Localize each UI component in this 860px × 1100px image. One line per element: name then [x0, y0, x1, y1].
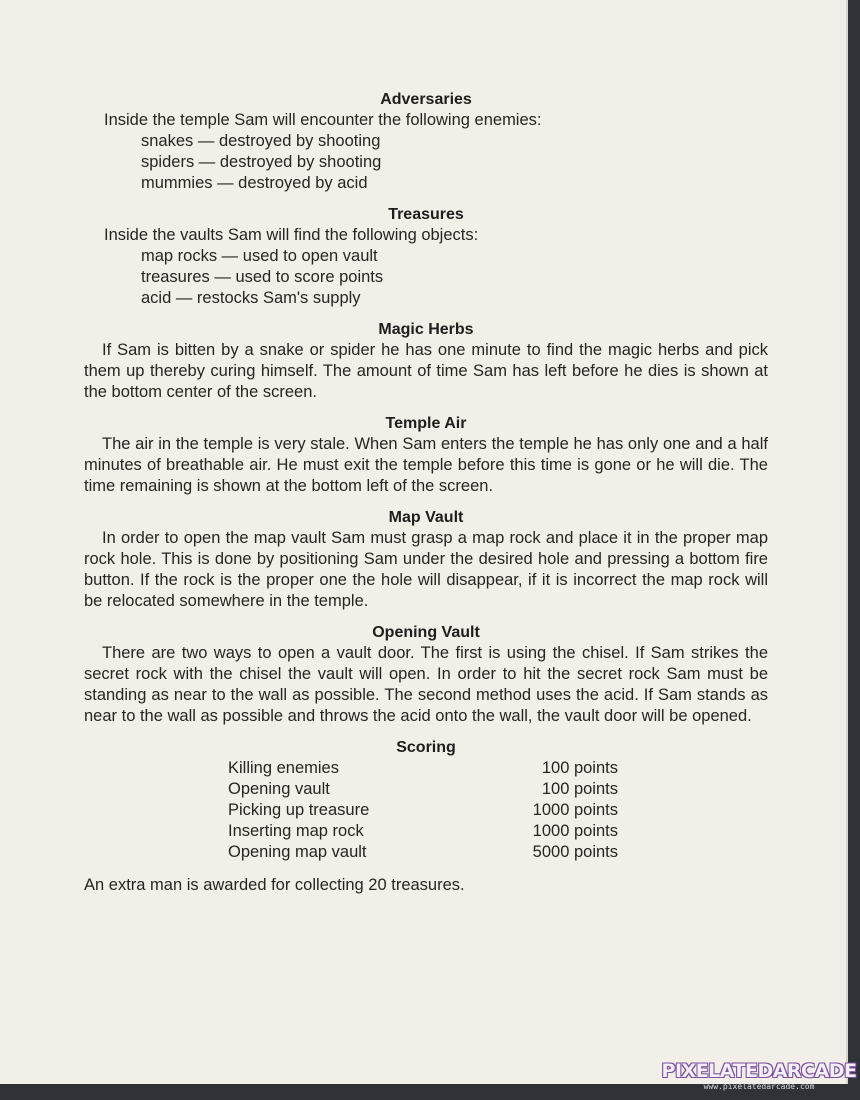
map-vault-heading: Map Vault	[388, 509, 464, 526]
score-action: Opening map vault	[228, 843, 367, 861]
adversary-item: mummies — destroyed by acid	[141, 174, 368, 192]
score-row	[228, 758, 618, 779]
adversaries-heading: Adversaries	[380, 91, 472, 108]
section-temple-air	[84, 414, 768, 497]
score-action: Killing enemies	[228, 759, 339, 777]
score-action: Opening vault	[228, 780, 330, 798]
magic-herbs-text: If Sam is bitten by a snake or spider he has one minute to find the magic herbs and pick them up thereby curing himself. The amount of time Sam has left before he dies is shown at the bottom center of the screen.	[84, 341, 768, 401]
score-points: 100 points	[541, 780, 618, 798]
adversary-item: spiders — destroyed by shooting	[141, 153, 382, 171]
scoring-heading: Scoring	[396, 739, 456, 756]
score-row	[228, 821, 618, 842]
score-points: 1000 points	[532, 801, 618, 819]
watermark-url: www.pixelatedarcade.com	[703, 1082, 815, 1091]
temple-air-text: The air in the temple is very stale. When Sam enters the temple he has only one and a half minutes of breathable air. He must exit the temple before this time is gone or he will die. The time remaining is shown at the bottom left of the screen.	[84, 435, 768, 495]
scoring-table	[228, 758, 618, 863]
score-action: Picking up treasure	[228, 801, 370, 819]
treasures-intro: Inside the vaults Sam will find the following objects:	[104, 226, 479, 244]
opening-vault-text: There are two ways to open a vault door. The first is using the chisel. If Sam strikes the secret rock with the chisel the vault will open. In order to hit the secret rock Sam must be standing as near to the wall as possible. The second method uses the acid. If Sam stands as near to the wall as possible and throws the acid onto the wall, the vault door will be opened.	[84, 644, 768, 725]
magic-herbs-heading: Magic Herbs	[378, 321, 474, 338]
adversary-item: snakes — destroyed by shooting	[141, 132, 381, 150]
temple-air-heading: Temple Air	[385, 415, 467, 432]
opening-vault-heading: Opening Vault	[372, 624, 480, 641]
treasure-item: acid — restocks Sam's supply	[141, 289, 361, 307]
extra-man-note: An extra man is awarded for collecting 20 treasures.	[84, 876, 465, 894]
score-points: 1000 points	[532, 822, 618, 840]
section-magic-herbs	[84, 320, 768, 403]
score-points: 100 points	[541, 759, 618, 777]
score-points: 5000 points	[532, 843, 618, 861]
map-vault-text: In order to open the map vault Sam must grasp a map rock and place it in the proper map rock hole. This is done by positioning Sam under the desired hole and pressing a bottom fire button. If the rock is the proper one the hole will disappear, if it is incorrect the map rock will be relocated somewhere in the temple.	[84, 529, 768, 610]
section-treasures	[84, 205, 768, 309]
section-scoring	[84, 738, 768, 863]
watermark-logo	[660, 1060, 858, 1092]
treasure-item: map rocks — used to open vault	[141, 247, 378, 265]
adversaries-intro: Inside the temple Sam will encounter the following enemies:	[104, 111, 542, 129]
watermark-title: PIXELATEDARCADE	[661, 1060, 857, 1082]
score-row	[228, 800, 618, 821]
score-row	[228, 779, 618, 800]
treasures-heading: Treasures	[388, 206, 464, 223]
score-action: Inserting map rock	[228, 822, 364, 840]
section-opening-vault	[84, 623, 768, 727]
section-adversaries	[84, 90, 768, 194]
manual-content	[84, 90, 768, 896]
section-map-vault	[84, 508, 768, 612]
score-row	[228, 842, 618, 863]
treasure-item: treasures — used to score points	[141, 268, 384, 286]
